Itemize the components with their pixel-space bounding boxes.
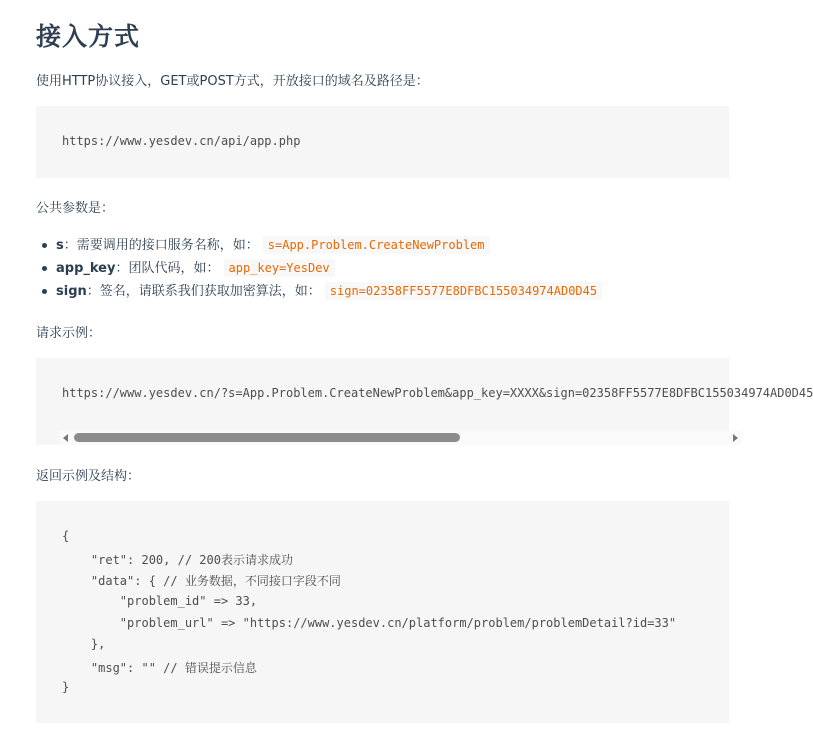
horizontal-scrollbar[interactable] — [60, 431, 742, 445]
param-desc: ：签名，请联系我们获取加密算法，如： — [86, 284, 321, 299]
scrollbar-thumb[interactable] — [74, 433, 460, 442]
code-line: "problem_id" => 33, — [62, 594, 258, 608]
param-name: sign — [56, 284, 87, 299]
param-name: app_key — [56, 261, 116, 276]
scroll-right-arrow-icon[interactable] — [733, 434, 738, 442]
param-desc: ：团队代码，如： — [115, 261, 220, 276]
endpoint-code-block — [36, 106, 729, 178]
code-line: "msg": "" // 错误提示信息 — [62, 661, 257, 675]
params-list — [36, 234, 602, 303]
code-line: "problem_url" => "https://www.yesdev.cn/platform/problem/problemDetail?id=33" — [62, 616, 677, 630]
bullet-icon — [42, 243, 47, 248]
public-params-heading: 公共参数是： — [36, 201, 115, 216]
code-line: { — [62, 529, 70, 543]
param-example: s=App.Problem.CreateNewProblem — [263, 236, 490, 254]
param-example: sign=02358FF5577E8DFBC155034974AD0D45 — [325, 282, 602, 300]
request-heading: 请求示例： — [36, 326, 102, 341]
code-line: "ret": 200, // 200表示请求成功 — [62, 553, 293, 567]
intro-text: 使用HTTP协议接入，GET或POST方式，开放接口的域名及路径是： — [36, 74, 429, 89]
request-url: https://www.yesdev.cn/?s=App.Problem.CreateNewProblem&app_key=XXXX&sign=02358FF5577E8DFBC155034974AD0D45 — [62, 386, 813, 400]
list-item — [36, 257, 602, 280]
response-code-block — [36, 501, 729, 723]
code-line: } — [62, 680, 70, 694]
param-example: app_key=YesDev — [224, 259, 335, 277]
request-scroll-area[interactable] — [62, 386, 813, 404]
bullet-icon — [42, 266, 47, 271]
response-heading: 返回示例及结构： — [36, 469, 141, 484]
list-item — [36, 280, 602, 303]
request-code-block — [36, 358, 813, 445]
param-name: s — [56, 238, 64, 253]
list-item — [36, 234, 602, 257]
bullet-icon — [42, 289, 47, 294]
endpoint-url: https://www.yesdev.cn/api/app.php — [62, 134, 301, 148]
scroll-left-arrow-icon[interactable] — [63, 434, 68, 442]
param-desc: ：需要调用的接口服务名称，如： — [63, 238, 259, 253]
page-title: 接入方式 — [36, 22, 141, 51]
code-line: "data": { // 业务数据，不同接口字段不同 — [62, 574, 341, 588]
code-line: }, — [62, 637, 106, 651]
